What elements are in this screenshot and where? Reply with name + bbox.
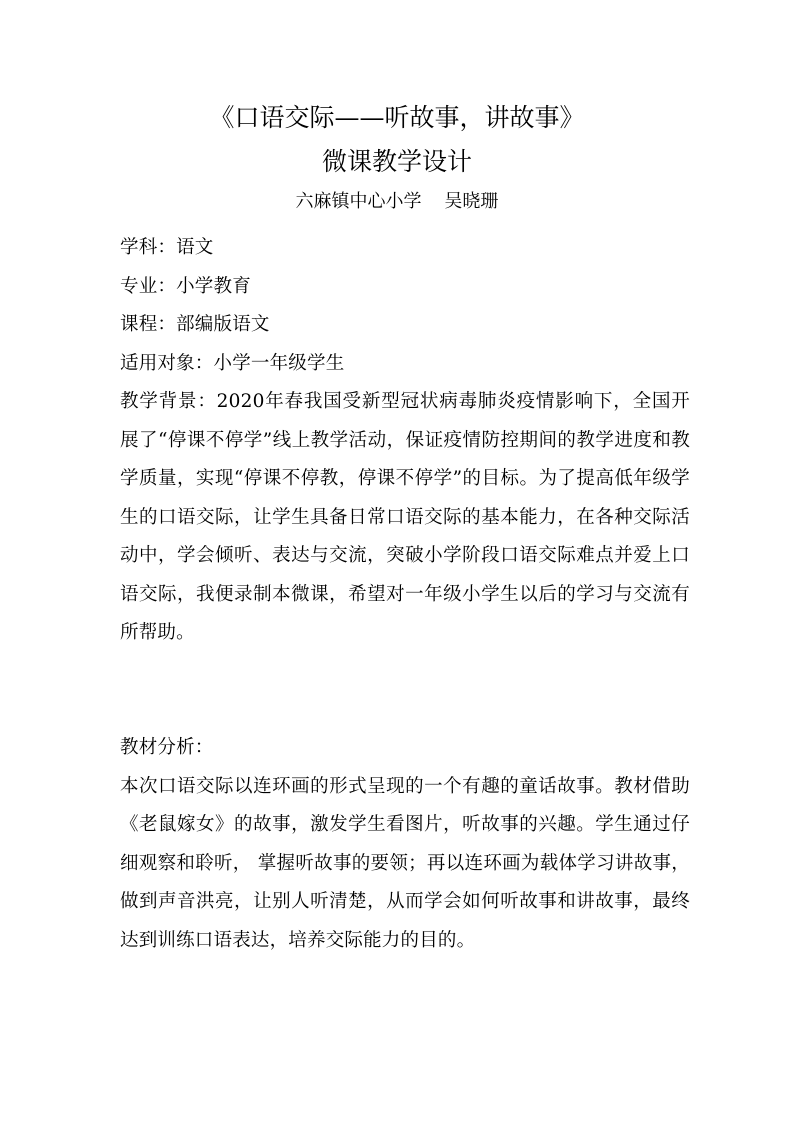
- course-line: 课程：部编版语文: [120, 314, 270, 335]
- material-analysis-section: [120, 729, 690, 960]
- major-line: 专业：小学教育: [120, 275, 251, 297]
- material-analysis-paragraph: 本次口语交际以连环画的形式呈现的一个有趣的童话故事。教材借助《老鼠嫁女》的故事，激发学生看图片，听故事的兴趣。学生通过仔细观察和聆听， 掌握听故事的要领；再以连环画为载体学习讲故事，做到声音洪亮，让别人听清楚，从而学会如何听故事和讲故事，最终达到训练口语表达，培养交际能力的目的。: [120, 775, 690, 951]
- audience-line: 适用对象：小学一年级学生: [120, 352, 345, 374]
- teaching-background-section: [120, 383, 690, 653]
- meta-info: [120, 229, 690, 383]
- subject-line: 学科：语文: [120, 237, 214, 258]
- document-title: 《口语交际——听故事，讲故事》: [209, 103, 585, 132]
- author-line: 六麻镇中心小学 吴晓珊: [295, 191, 499, 212]
- material-analysis-heading: 教材分析：: [120, 737, 214, 758]
- teaching-background-paragraph: 教学背景：2020年春我国受新型冠状病毒肺炎疫情影响下，全国开展了“停课不停学”线上教学活动，保证疫情防控期间的教学进度和教学质量，实现“停课不停教，停课不停学”的目标。为了提高低年级学生的口语交际，让学生具备日常口语交际的基本能力，在各种交际活动中，学会倾听、表达与交流，突破小学阶段口语交际难点并爱上口语交际，我便录制本微课，希望对一年级小学生以后的学习与交流有所帮助。: [120, 391, 690, 643]
- document-subtitle: 微课教学设计: [321, 147, 472, 176]
